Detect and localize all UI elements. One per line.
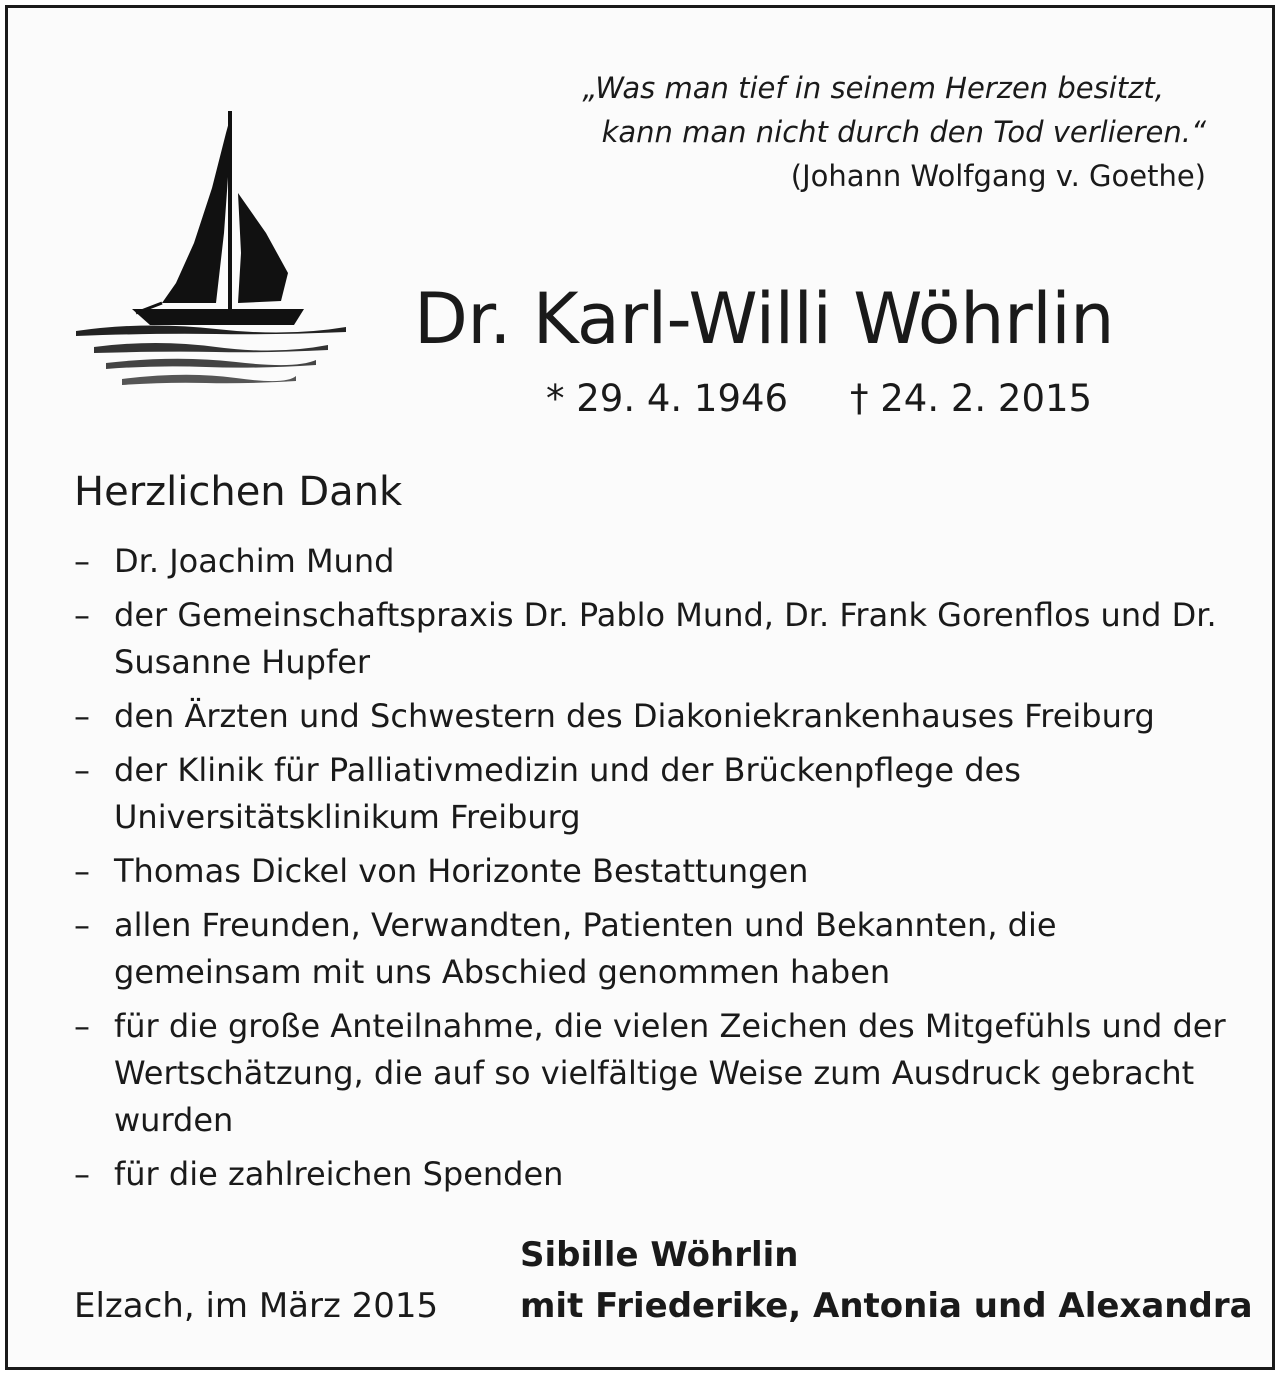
list-item [74,902,1244,996]
place-date: Elzach, im März 2015 [74,1286,439,1326]
list-dash: – [74,852,90,890]
list-item [74,848,1244,895]
goethe-quote [486,66,1206,198]
list-item-text: der Klinik für Palliativmedizin und der Brückenpflege des Universitätsklinikum Freiburg [114,751,1021,836]
quote-line-2: kann man nicht durch den Tod verlieren.“ [601,115,1206,149]
list-dash: – [74,697,90,735]
list-item-text: der Gemeinschaftspraxis Dr. Pablo Mund, Dr. Frank Gorenflos und Dr. Susanne Hupfer [114,596,1217,681]
thanks-list [74,538,1244,1205]
list-item-text: Dr. Joachim Mund [114,542,395,580]
birth-date: * 29. 4. 1946 [546,377,789,420]
thanks-heading: Herzlichen Dank [74,469,403,515]
quote-author: (Johann Wolfgang v. Goethe) [790,159,1206,193]
list-item [74,538,1244,585]
signature-line-2: mit Friederike, Antonia und Alexandra [520,1286,1253,1326]
list-item [74,747,1244,841]
list-item-text: den Ärzten und Schwestern des Diakoniekrankenhauses Freiburg [114,697,1155,735]
quote-line-1: „Was man tief in seinem Herzen besitzt, [582,71,1164,105]
list-dash: – [74,906,90,944]
list-dash: – [74,1007,90,1045]
list-item-text: für die große Anteilnahme, die vielen Zeichen des Mitgefühls und der Wertschätzung, die auf so vielfältige Weise zum Ausdruck gebracht wurden [114,1007,1226,1139]
notice-frame [5,5,1275,1370]
list-dash: – [74,751,90,789]
list-item [74,592,1244,686]
list-item-text: allen Freunden, Verwandten, Patienten und Bekannten, die gemeinsam mit uns Abschied genommen haben [114,906,1057,991]
signature-line-1: Sibille Wöhrlin [520,1235,799,1275]
sailboat-icon [66,103,356,403]
list-item-text: Thomas Dickel von Horizonte Bestattungen [114,852,809,890]
list-item [74,693,1244,740]
list-dash: – [74,1155,90,1193]
list-dash: – [74,596,90,634]
list-dash: – [74,542,90,580]
list-item [74,1003,1244,1144]
death-date: † 24. 2. 2015 [850,377,1093,420]
list-item [74,1151,1244,1198]
signature [520,1230,1253,1332]
list-item-text: für die zahlreichen Spenden [114,1155,564,1193]
deceased-name: Dr. Karl-Willi Wöhrlin [414,278,1115,360]
